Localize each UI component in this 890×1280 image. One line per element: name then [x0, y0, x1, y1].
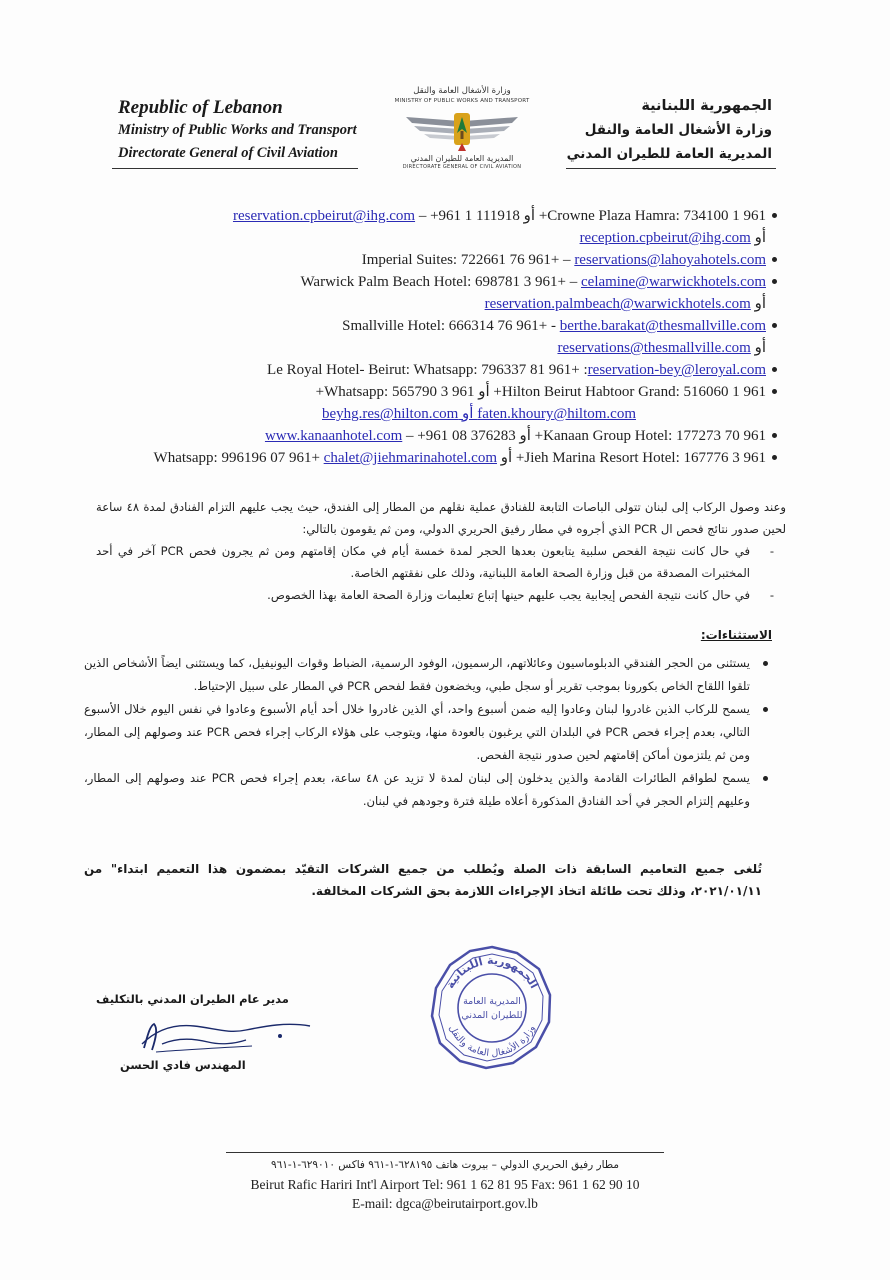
exception-item — [84, 698, 770, 767]
exceptions-list — [84, 652, 770, 813]
hotel-website-link[interactable]: www.kanaanhotel.com — [264, 428, 403, 444]
hotel-email-link[interactable]: reservation.cpbeirut@ihg.com — [232, 208, 416, 224]
stamp-outer-top: الجمهورية اللبنانية — [443, 953, 541, 991]
bullet-icon — [772, 323, 777, 328]
hotel-text: Warwick Palm Beach Hotel: 698781 3 961+ – — [300, 274, 581, 290]
intro-dash-item: - في حال كانت نتيجة الفحص سلبية يتابعون بعدها الحجر لمدة خمسة أيام في مكان إقامتهم ومن ثم يجرون فحص PCR آخر في أحد المختبرات المصدقة من قبل وزارة الصحة العامة اللبنانية، وذلك على نفقتهم الخاصة. — [96, 540, 786, 584]
header-ar-republic: الجمهورية اللبنانية — [641, 98, 772, 114]
hotel-text: Kanaan Group Hotel: 177273 70 961+ أو 376283 08 961+ – — [402, 428, 766, 444]
hotel-email-link[interactable]: reservations@lahoyahotels.com — [574, 252, 766, 268]
hotel-text: Jieh Marina Resort Hotel: 167776 3 961+ أو Whatsapp: 996196 07 961+ — [153, 450, 766, 466]
intro-paragraph: وعند وصول الركاب إلى لبنان تتولى الباصات التابعة للفنادق عملية نقلهم من المطار إلى الفندق، حيث يجب عليهم التزام الفنادق لمدة ٤٨ ساعة لحين صدور نتائج فحص ال PCR الذي أجروه في مطار رفيق الحريري الدولي، ومن ثم يقومون بالتالي: — [96, 500, 786, 536]
footer — [200, 1156, 690, 1213]
footer-english: Beirut Rafic Hariri Int'l Airport Tel: 961 1 62 81 95 Fax: 961 1 62 90 10 — [250, 1177, 640, 1192]
handwritten-signature — [96, 1004, 336, 1064]
hotel-text: Le Royal Hotel- Beirut: Whatsapp: 796337 81 961+ : — [267, 362, 588, 378]
stamp-inner-2: للطيران المدني — [461, 1010, 523, 1021]
header-ar-ministry: وزارة الأشغال العامة والنقل — [584, 122, 772, 138]
footer-email: E-mail: dgca@beirutairport.gov.lb — [352, 1196, 538, 1211]
hotel-email-link[interactable]: chalet@jiehmarinahotel.com — [323, 450, 497, 466]
hotel-item — [0, 249, 890, 271]
hotel-list — [0, 205, 890, 469]
bullet-icon — [763, 707, 768, 712]
hotel-item — [0, 381, 890, 425]
stamp-inner-1: المديرية العامة — [463, 996, 521, 1007]
exceptions-title: الاستثناءات: — [700, 628, 772, 642]
hotel-item — [0, 447, 890, 469]
exception-text: يستثنى من الحجر الفندقي الدبلوماسيون وعائلاتهم، الرسميون، الوفود الرسمية، الضباط وقوات اليونيفيل، كما ويستثنى ايضاً الأشخاص الذين تلقوا اللقاح الخاص بكورونا بموجب تقرير أو سجل طبي، ويخضعون فقط لفحص PCR في المطار على سبيل الإحتياط. — [84, 656, 750, 693]
hotel-item — [0, 315, 890, 359]
hotel-item — [0, 359, 890, 381]
signature-name: المهندس فادي الحسن — [120, 1058, 246, 1072]
exception-item — [84, 652, 770, 698]
exception-text: يسمح لطواقم الطائرات القادمة والذين يدخلون إلى لبنان لمدة لا تزيد عن ٤٨ ساعة، بعدم إجراء فحص PCR عند وصولهم إلى المطار، وعليهم إلتزام الحجر في أحد الفنادق المذكورة أعلاه طيلة فترة وجودهم في لبنان. — [84, 771, 750, 808]
header-en-ministry: Ministry of Public Works and Transport — [118, 122, 357, 138]
signature-title: مدير عام الطيران المدني بالتكليف — [96, 992, 289, 1006]
intro-section — [96, 496, 786, 606]
header-arabic — [542, 94, 772, 166]
header-en-directorate: Directorate General of Civil Aviation — [118, 145, 338, 161]
hotel-email-link[interactable]: reservation-bey@leroyal.com — [587, 362, 766, 378]
official-stamp — [428, 944, 556, 1072]
hotel-item — [0, 205, 890, 249]
wings-emblem-icon — [402, 107, 522, 153]
hotel-line2-prefix: أو — [750, 230, 766, 246]
hotel-line2-prefix: أو — [750, 340, 766, 356]
header-english — [118, 96, 378, 165]
hotel-email-link[interactable]: reservation.palmbeach@warwickhotels.com — [484, 296, 751, 312]
bullet-icon — [763, 776, 768, 781]
bullet-icon — [772, 279, 777, 284]
header-en-republic: Republic of Lebanon — [118, 97, 283, 118]
hotel-email-link[interactable]: reception.cpbeirut@ihg.com — [579, 230, 751, 246]
bullet-icon — [772, 389, 777, 394]
logo-en-top: MINISTRY OF PUBLIC WORKS AND TRANSPORT — [394, 98, 530, 104]
logo-ar-top: وزارة الأشغال العامة والنقل — [413, 86, 511, 96]
hotel-text: Smallville Hotel: 666314 76 961+ - — [342, 318, 560, 334]
hotel-email-link[interactable]: beyhg.res@hilton.com — [321, 406, 459, 422]
bullet-icon — [772, 257, 777, 262]
footer-rule — [226, 1152, 664, 1153]
cancellation-notice: تُلغى جميع التعاميم السابقة ذات الصلة ويُطلب من جميع الشركات التقيّد بمضمون هذا التعميم ابتداء" من ٢٠٢١/٠١/١١، وذلك تحت طائلة اتخاذ الإجراءات اللازمة بحق الشركات المخالفة. — [84, 862, 762, 898]
hotel-email-link[interactable]: berthe.barakat@thesmallville.com — [559, 318, 766, 334]
exception-text: يسمح للركاب الذين غادروا لبنان وعادوا إليه ضمن أسبوع واحد، أي الذين غادروا خلال أحد أيام الأسبوع وعادوا في نفس اليوم خلال الأسبوع التالي، بعدم إجراء فحص PCR في البلدان التي يرغبون بالعودة منها، ويتوجب على هؤلاء الركاب إجراء فحص PCR عند وصولهم إلى المطار، ومن ثم يلتزمون أماكن إقامتهم لحين صدور نتيجة الفحص. — [84, 702, 750, 762]
intro-dash-item: - في حال كانت نتيجة الفحص إيجابية يجب عليهم حينها إتباع تعليمات وزارة الصحة العامة بهذا الخصوص. — [96, 584, 786, 606]
hotel-text: Crowne Plaza Hamra: 734100 1 961+ أو 111918 1 961+ – — [415, 208, 766, 224]
header-ar-directorate: المديرية العامة للطيران المدني — [566, 146, 772, 162]
bullet-icon — [772, 367, 777, 372]
bullet-icon — [763, 661, 768, 666]
header-en-rule — [112, 168, 358, 169]
stamp-outer-bottom: وزارة الأشغال العامة والنقل — [446, 1023, 538, 1060]
hotel-item — [0, 425, 890, 447]
header-ar-rule — [566, 168, 776, 169]
hotel-email-link[interactable]: celamine@warwickhotels.com — [581, 274, 766, 290]
bullet-icon — [772, 433, 777, 438]
hotel-line2-prefix: أو — [750, 296, 766, 312]
footer-arabic: مطار رفيق الحريري الدولي – بيروت هاتف ٦٢٨١٩٥-١-٩٦١ فاكس ٦٢٩٠١٠-١-٩٦١ — [270, 1159, 620, 1171]
hotel-text: Imperial Suites: 722661 76 961+ – — [361, 252, 575, 268]
ministry-logo — [376, 86, 548, 176]
hotel-line2-prefix[interactable]: faten.khoury@hiltom.com أو — [458, 406, 636, 422]
hotel-text: Hilton Beirut Habtoor Grand: 516060 1 961+ أو Whatsapp: 565790 3 961+ — [315, 384, 766, 400]
logo-ar-bottom: المديرية العامة للطيران المدني — [410, 154, 514, 163]
exception-item — [84, 767, 770, 813]
bullet-icon — [772, 455, 777, 460]
hotel-item — [0, 271, 890, 315]
bullet-icon — [772, 213, 777, 218]
hotel-email-link[interactable]: reservations@thesmallville.com — [557, 340, 751, 356]
logo-en-bottom: DIRECTORATE GENERAL OF CIVIL AVIATION — [402, 164, 522, 170]
